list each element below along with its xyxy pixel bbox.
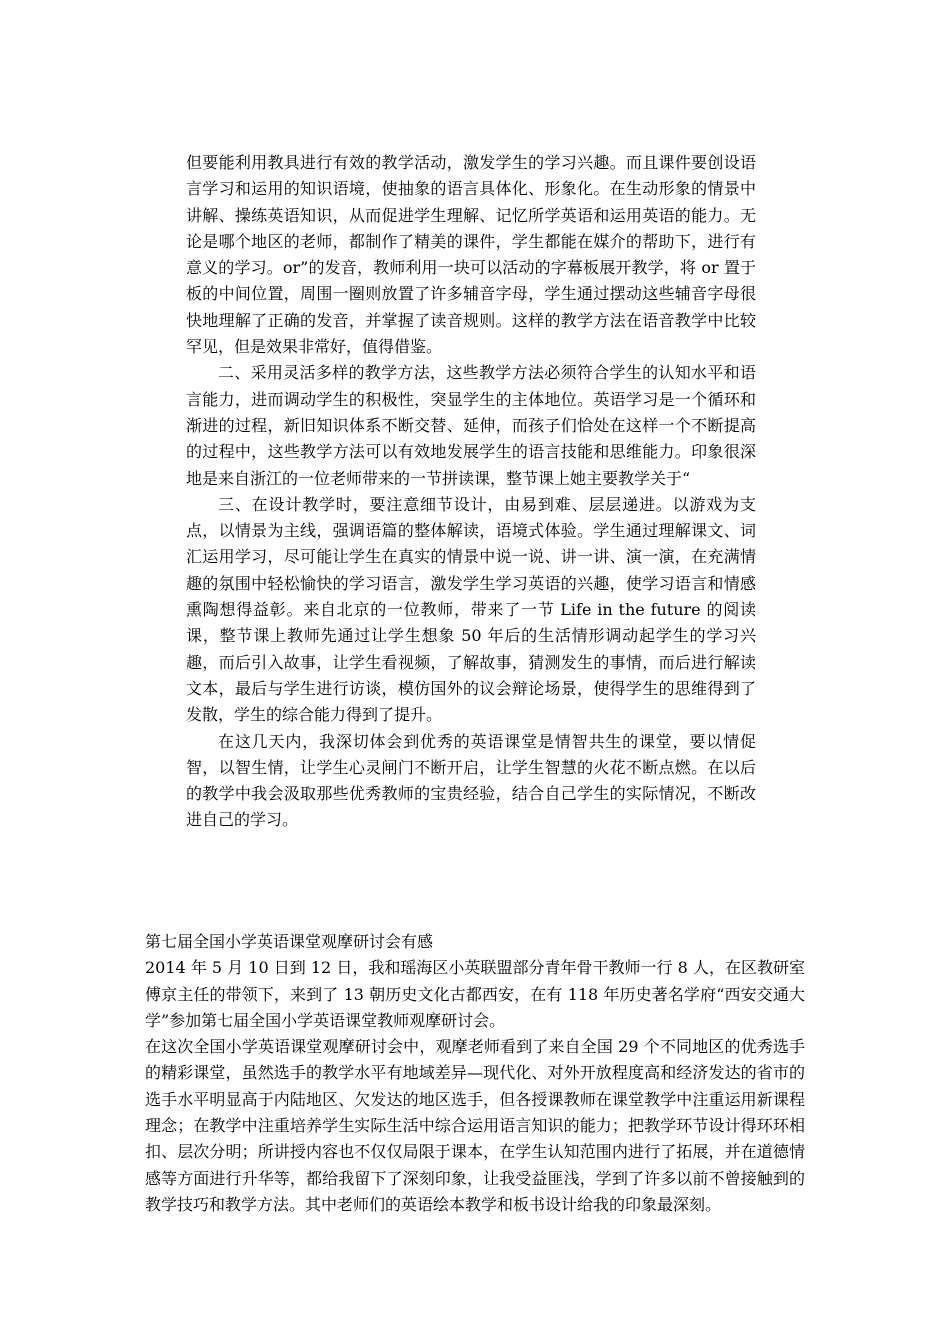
paragraph-teaching-methods: 二、采用灵活多样的教学方法，这些教学方法必须符合学生的认知水平和语言能力，进而调动学生的积极性，突显学生的主体地位。英语学习是一个循环和渐进的过程，新旧知识体系不断交替、延伸，而孩子们恰处在这样一个不断提高的过程中，这些教学方法可以有效地发展学生的语言技能和思维能力。印象很深地是来自浙江的一位老师带来的一节拼读课，整节课上她主要教学关于“	[186, 363, 756, 488]
article-title: 第七届全国小学英语课堂观摩研讨会有感	[145, 932, 434, 951]
document-body-bottom	[145, 929, 805, 1218]
paragraph-event-intro: 2014 年 5 月 10 日到 12 日，我和瑶海区小英联盟部分青年骨干教师一行 8 人，在区教研室傅京主任的带领下，来到了 13 朝历史文化古都西安，在有 118 年历史著名学府“西安交通大学”参加第七届全国小学英语课堂教师观摩研讨会。	[145, 958, 805, 1030]
paragraph-courseware: 但要能利用教具进行有效的教学活动，激发学生的学习兴趣。而且课件要创设语言学习和运用的知识语境，使抽象的语言具体化、形象化。在生动形象的情景中讲解、操练英语知识，从而促进学生理解、记忆所学英语和运用英语的能力。无论是哪个地区的老师，都制作了精美的课件，学生都能在媒介的帮助下，进行有意义的学习。or”的发音，教师利用一块可以活动的字幕板展开教学，将 or 置于板的中间位置，周围一圈则放置了许多辅音字母，学生通过摆动这些辅音字母很快地理解了正确的发音，并掌握了读音规则。这样的教学方法在语音教学中比较罕见，但是效果非常好，值得借鉴。	[186, 153, 756, 357]
document-body-top	[186, 150, 756, 834]
paragraph-observations: 在这次全国小学英语课堂观摩研讨会中，观摩老师看到了来自全国 29 个不同地区的优秀选手的精彩课堂，虽然选手的教学水平有地域差异—现代化、对外开放程度高和经济发达的省市的选手水平明显高于内陆地区、欠发达的地区选手，但各授课教师在课堂教学中注重运用新课程理念；在教学中注重培养学生实际生活中综合运用语言知识的能力；把教学环节设计得环环相扣、层次分明；所讲授内容也不仅仅局限于课本，在学生认知范围内进行了拓展，并在道德情感等方面进行升华等，都给我留下了深刻印象，让我受益匪浅，学到了许多以前不曾接触到的教学技巧和教学方法。其中老师们的英语绘本教学和板书设计给我的印象最深刻。	[145, 1037, 805, 1214]
paragraph-reflection: 在这几天内，我深切体会到优秀的英语课堂是情智共生的课堂，要以情促智，以智生情，让学生心灵闸门不断开启，让学生智慧的火花不断点燃。在以后的教学中我会汲取那些优秀教师的宝贵经验，结合自己学生的实际情况，不断改进自己的学习。	[186, 731, 756, 830]
paragraph-lesson-design: 三、在设计教学时，要注意细节设计，由易到难、层层递进。以游戏为支点，以情景为主线，强调语篇的整体解读，语境式体验。学生通过理解课文、词汇运用学习，尽可能让学生在真实的情景中说一说、讲一讲、演一演，在充满情趣的氛围中轻松愉快的学习语言，激发学生学习英语的兴趣，使学习语言和情感熏陶想得益彰。来自北京的一位教师，带来了一节 Life in the future 的阅读课，整节课上教师先通过让学生想象 50 年后的生活情形调动起学生的学习兴趣，而后引入故事，让学生看视频，了解故事，猜测发生的事情，而后进行解读文本，最后与学生进行访谈，模仿国外的议会辩论场景，使得学生的思维得到了发散，学生的综合能力得到了提升。	[186, 494, 756, 725]
